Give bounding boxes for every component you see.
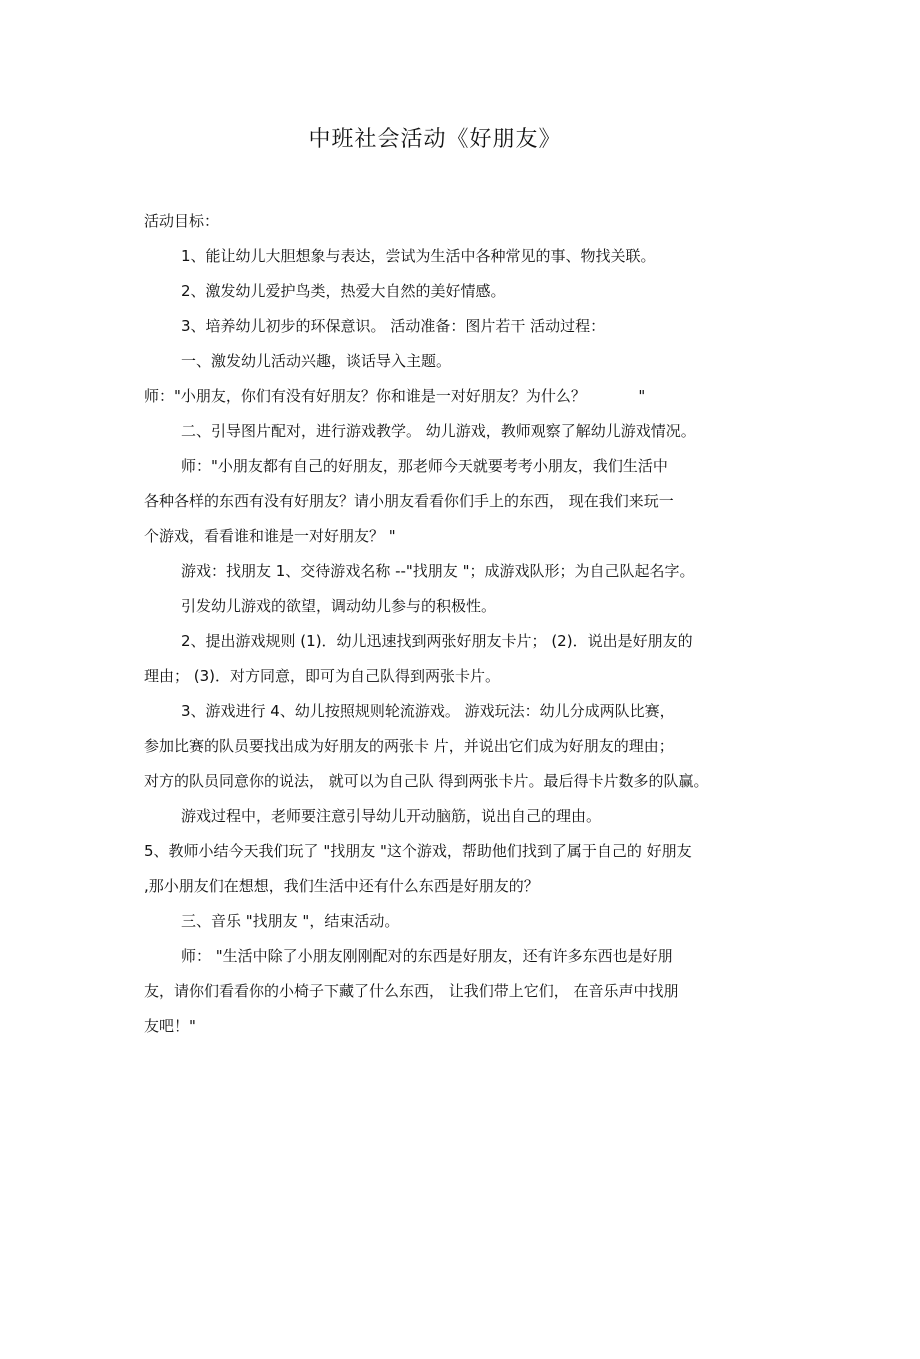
text-line: 1、能让幼儿大胆想象与表达，尝试为生活中各种常见的事、物找关联。	[181, 247, 656, 265]
text-line: 师："小朋友，你们有没有好朋友？你和谁是一对好朋友？为什么？ "	[144, 387, 646, 405]
text-line: 三、音乐 "找朋友 "，结束活动。	[181, 912, 400, 930]
text-line: 3、游戏进行 4、幼儿按照规则轮流游戏。 游戏玩法：幼儿分成两队比赛，	[181, 702, 675, 720]
text-line: 一、激发幼儿活动兴趣，谈话导入主题。	[181, 352, 452, 370]
text-line: 活动目标：	[144, 212, 220, 230]
text-line: 师： "生活中除了小朋友刚刚配对的东西是好朋友，还有许多东西也是好朋	[181, 947, 673, 965]
text-line: 师："小朋友都有自己的好朋友，那老师今天就要考考小朋友，我们生活中	[181, 457, 668, 475]
text-line: ,那小朋友们在想想，我们生活中还有什么东西是好朋友的？	[144, 877, 539, 895]
text-line: 二、引导图片配对，进行游戏教学。 幼儿游戏，教师观察了解幼儿游戏情况。	[181, 422, 696, 440]
text-line: 游戏过程中，老师要注意引导幼儿开动脑筋，说出自己的理由。	[181, 807, 602, 825]
text-line: 对方的队员同意你的说法， 就可以为自己队 得到两张卡片。最后得卡片数多的队赢。	[144, 772, 709, 790]
text-line: 游戏：找朋友 1、交待游戏名称 --"找朋友 "；成游戏队形；为自己队起名字。	[181, 562, 695, 580]
text-line: 5、教师小结今天我们玩了 "找朋友 "这个游戏，帮助他们找到了属于自己的 好朋友	[144, 842, 692, 860]
text-line: 3、培养幼儿初步的环保意识。 活动准备：图片若干 活动过程：	[181, 317, 606, 335]
text-line: 个游戏，看看谁和谁是一对好朋友？ "	[144, 527, 396, 545]
text-line: 友吧！"	[144, 1017, 196, 1035]
text-line: 理由； (3)．对方同意，即可为自己队得到两张卡片。	[144, 667, 501, 685]
text-line: 各种各样的东西有没有好朋友？请小朋友看看你们手上的东西， 现在我们来玩一	[144, 492, 674, 510]
text-line: 参加比赛的队员要找出成为好朋友的两张卡 片，并说出它们成为好朋友的理由；	[144, 737, 674, 755]
text-line: 2、激发幼儿爱护鸟类，热爱大自然的美好情感。	[181, 282, 506, 300]
document-title: 中班社会活动《好朋友》	[308, 127, 562, 152]
text-line: 友，请你们看看你的小椅子下藏了什么东西， 让我们带上它们， 在音乐声中找朋	[144, 982, 679, 1000]
text-line: 引发幼儿游戏的欲望，调动幼儿参与的积极性。	[181, 597, 497, 615]
text-line: 2、提出游戏规则 (1)．幼儿迅速找到两张好朋友卡片； (2)．说出是好朋友的	[181, 632, 693, 650]
